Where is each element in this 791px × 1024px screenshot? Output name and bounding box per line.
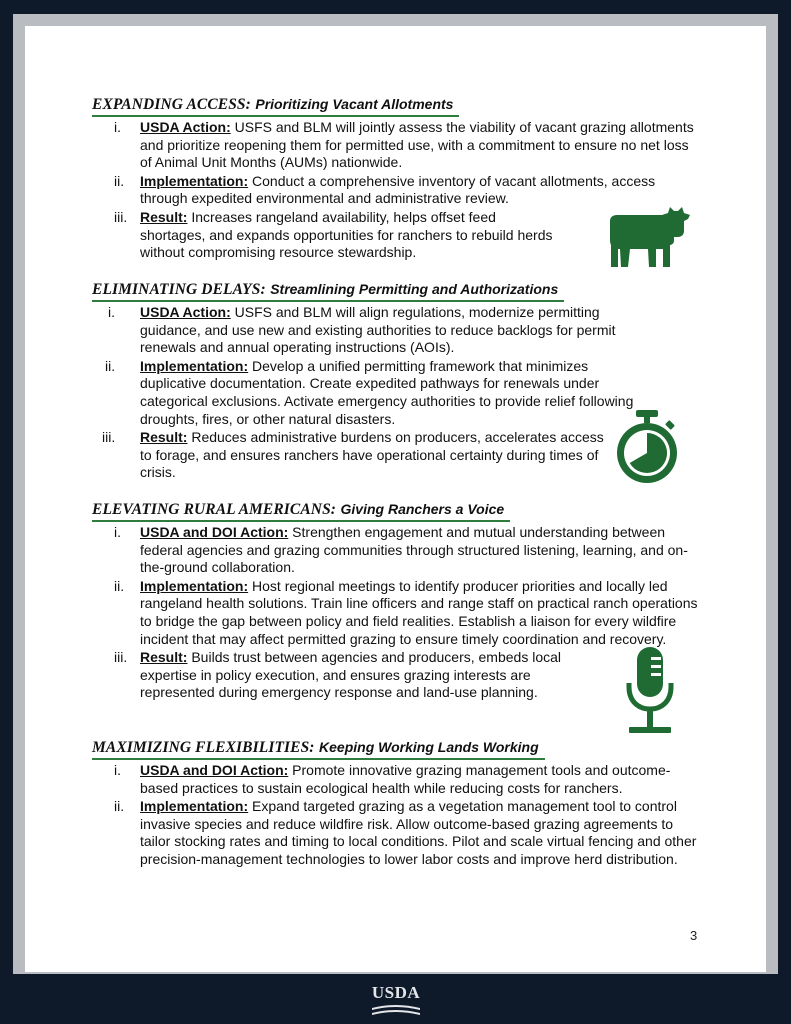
section-heading xyxy=(92,500,510,522)
item-number: i. xyxy=(114,524,121,540)
section-heading xyxy=(92,738,545,760)
item-text: Promote innovative grazing management tools and outcome-based practices to sustain ecological health while reducing costs for ranchers. xyxy=(140,762,671,796)
item-number: iii. xyxy=(114,208,128,225)
item-number: ii. xyxy=(114,172,125,189)
item-text: USFS and BLM will jointly assess the viability of vacant grazing allotments and prioritize reopening them for permitted use, with a commitment to ensure no net loss of Animal Unit Months (AUMs) nationwide. xyxy=(140,119,694,171)
item-number: ii. xyxy=(114,798,125,815)
item-label: USDA Action: xyxy=(140,119,231,135)
item-number: i. xyxy=(114,119,121,135)
item-number: i. xyxy=(108,304,115,320)
page-number: 3 xyxy=(690,928,698,943)
cow-icon xyxy=(606,205,692,269)
usda-logo-text: USDA xyxy=(371,983,421,1002)
microphone-icon xyxy=(625,645,675,737)
list-item xyxy=(92,304,712,357)
heading-sub: Giving Ranchers a Voice xyxy=(340,501,505,517)
list-item xyxy=(92,119,712,172)
usda-logo-swoosh xyxy=(370,1002,422,1018)
list-item xyxy=(92,173,712,208)
heading-main: EXPANDING ACCESS: xyxy=(92,96,251,113)
item-label: Result: xyxy=(140,649,188,666)
item-label: Implementation: xyxy=(140,577,249,594)
item-text: Develop a unified permitting framework that minimizes duplicative documentation. Create expedited pathways for renewals under categorical exclusions. Activate emergency authorities to provide relief following droughts, fires, or other natural disasters. xyxy=(140,357,634,427)
item-label: Implementation: xyxy=(140,798,249,815)
item-number: ii. xyxy=(105,357,116,374)
heading-sub: Prioritizing Vacant Allotments xyxy=(255,96,454,112)
list-item xyxy=(92,762,712,797)
stopwatch-icon xyxy=(612,408,682,486)
item-text: Strengthen engagement and mutual understanding between federal agencies and grazing communities through structured listening, learning, and on-the-ground collaboration. xyxy=(140,524,688,576)
item-label: Implementation: xyxy=(140,357,249,374)
item-label: Result: xyxy=(140,429,188,446)
list-item xyxy=(92,798,712,868)
section-maximizing-flexibilities xyxy=(92,738,712,869)
heading-main: MAXIMIZING FLEXIBILITIES: xyxy=(92,739,315,756)
item-label: USDA and DOI Action: xyxy=(140,524,289,540)
heading-main: ELIMINATING DELAYS: xyxy=(92,281,266,298)
list-item xyxy=(92,578,712,648)
item-number: i. xyxy=(114,762,121,778)
item-text: Increases rangeland availability, helps offset feed shortages, and expands opportunities for ranchers to rebuild herds without compromising resource stewardship. xyxy=(140,208,553,261)
section-heading xyxy=(92,280,564,302)
item-text: Host regional meetings to identify producer priorities and locally led rangeland health solutions. Train line officers and range staff on practical ranch operations to bridge the gap between policy and field realities. Establish a liaison for every wildfire incident that may affect permitted grazing to ensure timely coordination and recovery. xyxy=(140,577,698,647)
item-label: USDA and DOI Action: xyxy=(140,762,289,778)
item-number: ii. xyxy=(114,577,125,594)
heading-sub: Keeping Working Lands Working xyxy=(319,739,539,755)
list-item xyxy=(92,649,712,702)
item-text: USFS and BLM will align regulations, modernize permitting guidance, and use new and existing authorities to reduce backlogs for permit renewals and annual operating instructions (AOIs). xyxy=(140,304,616,356)
item-label: Result: xyxy=(140,208,188,225)
section-heading xyxy=(92,95,459,117)
heading-main: ELEVATING RURAL AMERICANS: xyxy=(92,501,337,518)
list-item xyxy=(92,524,712,577)
item-text: Builds trust between agencies and producers, embeds local expertise in policy execution, and ensures grazing interests are represented during emergency response and land-use planning. xyxy=(140,649,562,701)
item-number: iii. xyxy=(102,429,116,446)
item-text: Expand targeted grazing as a vegetation management tool to control invasive species and reduce wildfire risk. Allow outcome-based grazing agreements to tailor stocking rates and timing to local conditions. Pilot and scale virtual fencing and other precision-management technologies to lower labor costs and improve herd distribution. xyxy=(140,798,697,867)
item-text: Conduct a comprehensive inventory of vacant allotments, access through expedited environmental and administrative review. xyxy=(140,172,656,207)
section-elevating-rural-americans xyxy=(92,500,712,702)
usda-logo xyxy=(370,984,422,1020)
item-label: USDA Action: xyxy=(140,304,231,320)
item-text: Reduces administrative burdens on producers, accelerates access to forage, and ensures ranchers have operational certainty during times of crisis. xyxy=(140,429,604,481)
heading-sub: Streamlining Permitting and Authorizations xyxy=(270,281,559,297)
item-label: Implementation: xyxy=(140,172,249,189)
item-number: iii. xyxy=(114,649,128,666)
